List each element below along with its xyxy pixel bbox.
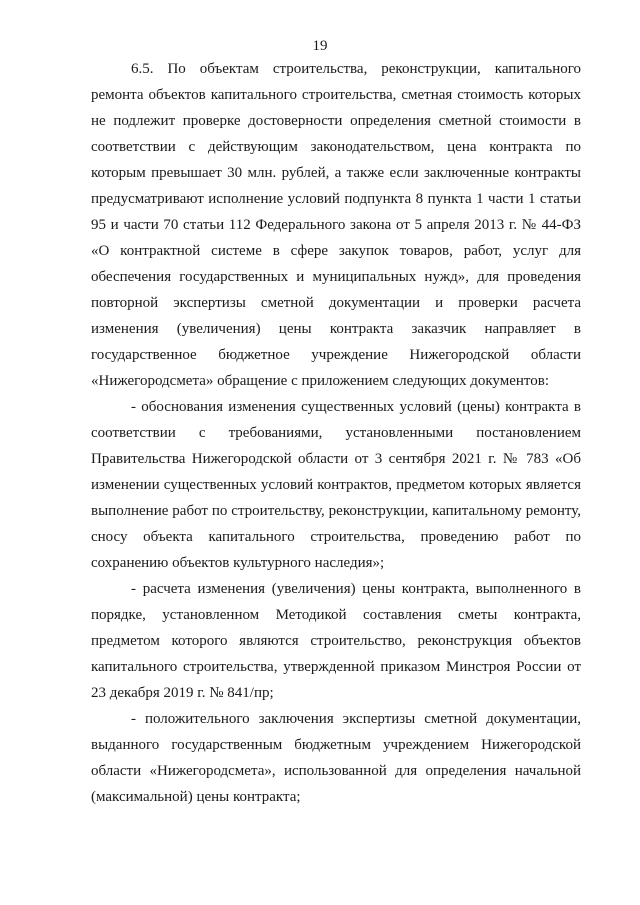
- list-item-price-calculation: - расчета изменения (увеличения) цены контракта, выполненного в порядке, установленном Методикой составления сметы контракта, предметом которого являются строительство, реконструкция объектов капитального строительства, утвержденной приказом Минстроя России от 23 декабря 2019 г. № 841/пр;: [91, 581, 581, 701]
- list-item-expert-conclusion: - положительного заключения экспертизы сметной документации, выданного государственным бюджетным учреждением Нижегородской области «Нижегородсмета», использованной для определения начальной (максимальной) цены контракта;: [91, 711, 581, 805]
- paragraph-6-5: 6.5. По объектам строительства, реконструкции, капитального ремонта объектов капитального строительства, сметная стоимость которых не подлежит проверке достоверности определения сметной стоимости в соответствии с действующим законодательством, цена контракта по которым превышает 30 млн. рублей, а также если заключенные контракты предусматривают исполнение условий подпункта 8 пункта 1 части 1 статьи 95 и части 70 статьи 112 Федерального закона от 5 апреля 2013 г. № 44-ФЗ «О контрактной системе в сфере закупок товаров, работ, услуг для обеспечения государственных и муниципальных нужд», для проведения повторной экспертизы сметной документации и проверки расчета изменения (увеличения) цены контракта заказчик направляет в государственное бюджетное учреждение Нижегородской области «Нижегородсмета» обращение с приложением следующих документов:: [91, 61, 581, 389]
- document-body: [91, 56, 581, 810]
- list-item-justification: - обоснования изменения существенных условий (цены) контракта в соответствии с требованиями, установленными постановлением Правительства Нижегородской области от 3 сентября 2021 г. № 783 «Об изменении существенных условий контрактов, предметом которых является выполнение работ по строительству, реконструкции, капитальному ремонту, сносу объекта капитального строительства, проведению работ по сохранению объектов культурного наследия»;: [91, 399, 581, 571]
- page-number: 19: [312, 38, 328, 54]
